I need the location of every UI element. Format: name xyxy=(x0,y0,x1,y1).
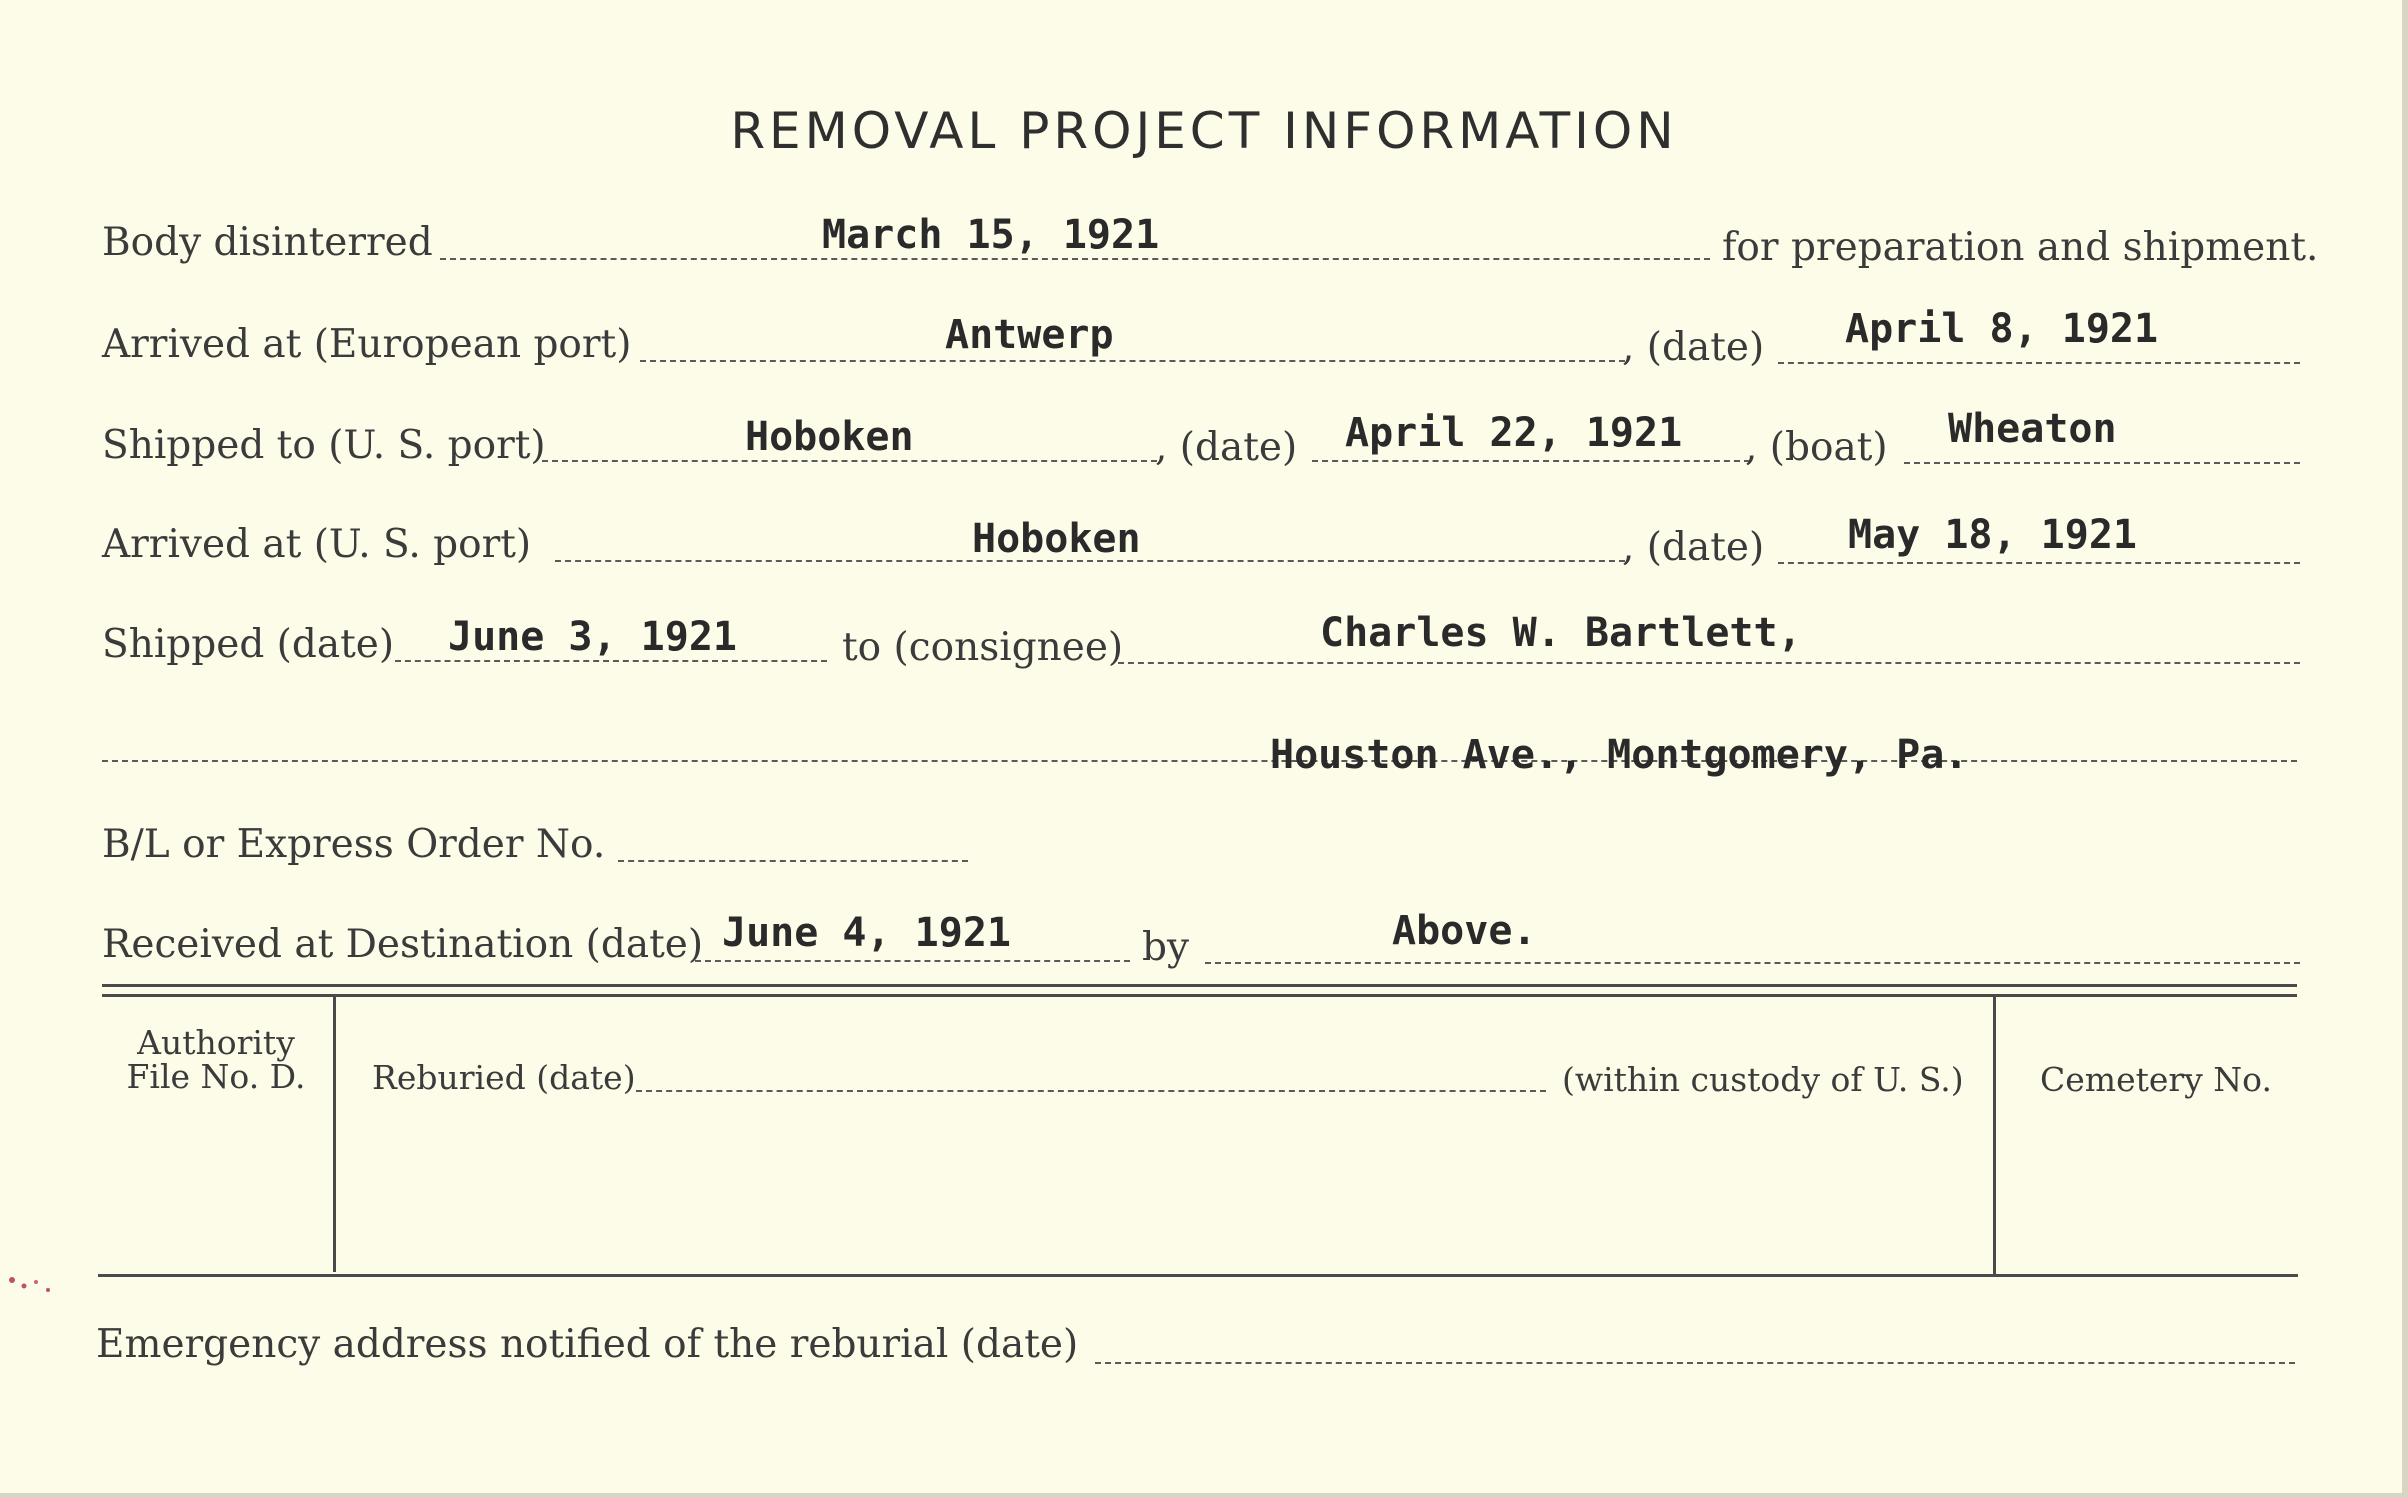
fill-line xyxy=(1904,462,2300,464)
fill-line xyxy=(636,1090,1546,1092)
received-by-label: by xyxy=(1142,925,1189,970)
bottom-rule xyxy=(98,1274,2298,1277)
consignee-address: Houston Ave., Montgomery, Pa. xyxy=(1270,732,1969,778)
shipped-date-label: Shipped (date) xyxy=(102,622,395,667)
arrived-european-port: Antwerp xyxy=(945,312,1114,358)
body-disinterred-label: Body disinterred xyxy=(102,220,433,265)
column-divider xyxy=(1993,996,1996,1276)
arrived-us-date: May 18, 1921 xyxy=(1848,512,2137,558)
emergency-label: Emergency address notified of the reburial (date) xyxy=(96,1322,1079,1367)
arrived-european-date: April 8, 1921 xyxy=(1845,306,2159,352)
divider-rule xyxy=(102,994,2297,997)
reburied-suffix: (within custody of U. S.) xyxy=(1562,1060,1964,1099)
fill-line xyxy=(618,860,968,862)
arrived-us-label: Arrived at (U. S. port) xyxy=(102,522,532,567)
shipped-us-label: Shipped to (U. S. port) xyxy=(102,423,546,468)
file-no-line: File No. D. xyxy=(126,1057,306,1096)
fill-line xyxy=(1205,962,2300,964)
shipped-us-date: April 22, 1921 xyxy=(1345,410,1683,456)
arrived-us-date-label: , (date) xyxy=(1622,525,1765,570)
body-disinterred-suffix: for preparation and shipment. xyxy=(1722,225,2319,270)
received-label: Received at Destination (date) xyxy=(102,922,704,967)
ink-stain-mark xyxy=(2,1268,62,1304)
form-title: REMOVAL PROJECT INFORMATION xyxy=(730,102,1678,160)
authority-file-label xyxy=(102,1023,330,1096)
arrived-european-date-label: , (date) xyxy=(1622,325,1765,370)
divider-rule xyxy=(102,984,2297,987)
fill-line xyxy=(1778,562,2300,564)
consignee-label: to (consignee) xyxy=(842,625,1124,670)
arrived-us-port: Hoboken xyxy=(972,516,1141,562)
authority-line: Authority xyxy=(137,1023,295,1062)
fill-line xyxy=(640,360,1625,362)
fill-line xyxy=(1312,460,1750,462)
fill-line xyxy=(1778,362,2300,364)
reburied-label: Reburied (date) xyxy=(372,1058,636,1097)
shipped-us-date-label: , (date) xyxy=(1155,425,1298,470)
fill-line xyxy=(1118,662,2300,664)
fill-line xyxy=(542,460,1157,462)
received-by: Above. xyxy=(1392,908,1537,954)
shipped-us-boat-label: , (boat) xyxy=(1745,425,1888,470)
fill-line xyxy=(1095,1362,2295,1364)
shipped-us-port: Hoboken xyxy=(745,414,914,460)
arrived-european-label: Arrived at (European port) xyxy=(102,322,632,367)
fill-line xyxy=(695,960,1130,962)
consignee-name: Charles W. Bartlett, xyxy=(1320,610,1802,656)
cemetery-no-label: Cemetery No. xyxy=(2040,1060,2272,1099)
shipped-us-boat: Wheaton xyxy=(1948,406,2117,452)
fill-line xyxy=(440,258,1710,260)
bl-order-label: B/L or Express Order No. xyxy=(102,822,606,867)
column-divider xyxy=(333,996,336,1272)
body-disinterred-value: March 15, 1921 xyxy=(822,212,1160,258)
fill-line xyxy=(395,660,827,662)
received-date: June 4, 1921 xyxy=(722,910,1011,956)
shipped-date: June 3, 1921 xyxy=(448,614,737,660)
